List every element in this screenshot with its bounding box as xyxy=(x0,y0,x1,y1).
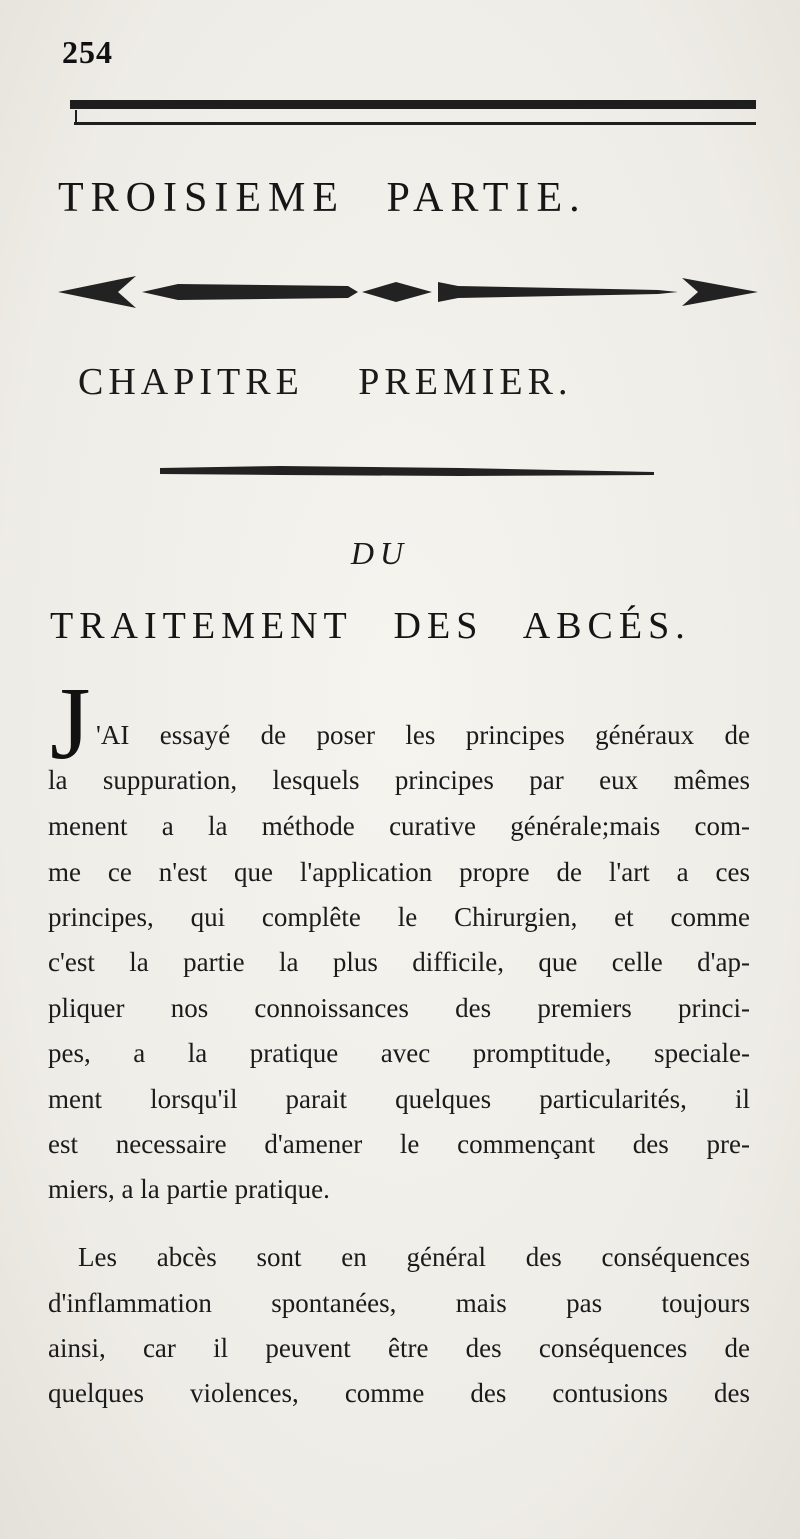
part-title: TROISIEME PARTIE. xyxy=(58,175,587,221)
paragraph-line: pliquer nos connoissances des premiers princi- xyxy=(48,993,750,1023)
paragraph-line: me ce n'est que l'application propre de l'art a ces xyxy=(48,857,750,887)
paragraph-line: d'inflammation spontanées, mais pas toujours xyxy=(48,1288,750,1318)
subtitle-du: DU xyxy=(350,535,410,571)
chapter-title: CHAPITRE PREMIER. xyxy=(78,361,573,403)
paragraph-line: est necessaire d'amener le commençant des pre- xyxy=(48,1129,750,1159)
paragraph-line: c'est la partie la plus difficile, que celle d'ap- xyxy=(48,947,750,977)
drop-cap-letter: J xyxy=(50,666,91,781)
header-double-rule xyxy=(70,96,756,140)
chapter-divider-rule xyxy=(160,460,654,482)
arrow-ornament-divider xyxy=(58,272,758,312)
page-number: 254 xyxy=(62,34,113,70)
paragraph-line: ment lorsqu'il parait quelques particularités, il xyxy=(48,1084,750,1114)
section-title: TRAITEMENT DES ABCÉS. xyxy=(50,605,691,647)
paragraph-line: menent a la méthode curative générale;mais com- xyxy=(48,811,750,841)
paragraph-line: miers, a la partie pratique. xyxy=(48,1174,330,1204)
paragraph-line: principes, qui complête le Chirurgien, et comme xyxy=(48,902,750,932)
paragraph-line: la suppuration, lesquels principes par eux mêmes xyxy=(48,765,750,795)
paragraph-line: pes, a la pratique avec promptitude, speciale- xyxy=(48,1038,750,1068)
paragraph-line: ainsi, car il peuvent être des conséquences de xyxy=(48,1333,750,1363)
paragraph-line: quelques violences, comme des contusions des xyxy=(48,1378,750,1408)
paragraph-line: Les abcès sont en général des conséquences xyxy=(78,1242,750,1272)
paragraph-line: 'AI essayé de poser les principes généraux de xyxy=(96,720,750,750)
